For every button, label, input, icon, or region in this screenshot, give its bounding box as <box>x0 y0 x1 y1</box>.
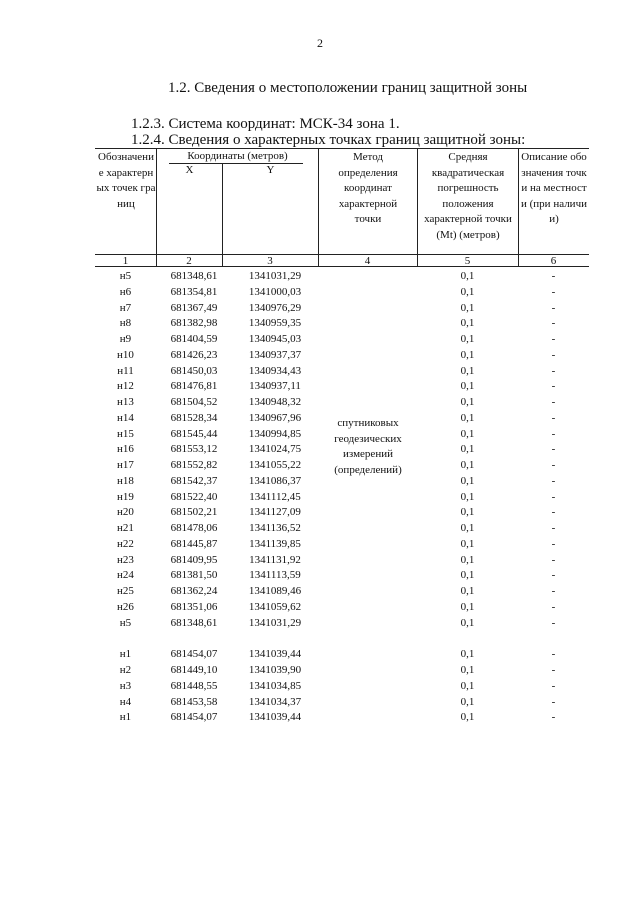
x-coordinate-cell: 681478,06 <box>170 522 218 534</box>
x-coordinate-cell: 681382,98 <box>170 317 218 330</box>
page-number: 2 <box>317 36 323 50</box>
table-row <box>95 695 589 711</box>
table-row <box>95 285 589 301</box>
group-spacer <box>95 631 589 647</box>
y-coordinate-cell: 1340994,85 <box>248 427 302 440</box>
point-id-cell: н10 <box>117 348 134 361</box>
table-row <box>95 584 589 600</box>
y-coordinate-cell: 1341039,90 <box>248 664 302 676</box>
description-cell: - <box>551 679 556 692</box>
accuracy-cell: 0,1 <box>460 711 475 724</box>
accuracy-cell: 0,1 <box>460 443 475 456</box>
x-coordinate-cell: 681542,37 <box>170 474 218 487</box>
x-coordinate-cell: 681522,40 <box>170 490 218 503</box>
table-row <box>95 553 589 569</box>
x-coordinate-cell: 681449,10 <box>170 664 218 676</box>
accuracy-cell: 0,1 <box>460 459 475 471</box>
table-row <box>95 568 589 584</box>
table-row <box>95 411 589 427</box>
table-row <box>95 490 589 506</box>
description-cell: - <box>551 616 556 629</box>
accuracy-cell: 0,1 <box>460 333 475 345</box>
description-cell: - <box>551 348 556 361</box>
table-row <box>95 395 589 411</box>
col-number-4: 4 <box>364 255 371 267</box>
y-coordinate-cell: 1340945,03 <box>248 333 302 345</box>
point-id-cell: н24 <box>117 569 134 582</box>
description-cell: - <box>551 317 556 330</box>
point-id-cell: н25 <box>117 585 134 597</box>
x-coordinate-cell: 681409,95 <box>170 553 218 566</box>
accuracy-cell: 0,1 <box>460 301 475 314</box>
x-coordinate-cell: 681504,52 <box>170 396 218 408</box>
x-coordinate-cell: 681528,34 <box>170 411 218 424</box>
y-coordinate-cell: 1340976,29 <box>248 301 302 314</box>
header-y: Y <box>266 164 275 176</box>
x-coordinate-cell: 681476,81 <box>170 380 218 393</box>
header-divider-4 <box>417 148 418 267</box>
table-row <box>95 647 589 663</box>
point-id-cell: н12 <box>117 380 134 393</box>
header-accuracy: Средняя квадратическая погрешность положения характерной точки (Mt) (метров) <box>424 151 512 241</box>
method-value: спутниковых геодезических измерений (определений) <box>334 417 402 476</box>
table-row <box>95 521 589 537</box>
point-id-cell: н26 <box>117 600 134 613</box>
x-coordinate-cell: 681448,55 <box>170 679 218 692</box>
table-row <box>95 458 589 474</box>
point-id-cell: н5 <box>119 616 132 629</box>
y-coordinate-cell: 1341127,09 <box>249 506 301 519</box>
header-method: Метод определения координат характерной точки <box>338 151 398 226</box>
description-cell: - <box>551 585 556 597</box>
point-id-cell: н11 <box>117 364 134 377</box>
x-coordinate-cell: 681381,50 <box>170 569 218 582</box>
header-description: Описание обозначения точки на местности (при наличии) <box>521 151 587 226</box>
y-coordinate-cell: 1340934,43 <box>248 364 302 377</box>
x-coordinate-cell: 681445,87 <box>170 537 218 550</box>
y-coordinate-cell: 1341034,37 <box>248 695 302 708</box>
description-cell: - <box>551 411 556 424</box>
table-row <box>95 379 589 395</box>
description-cell: - <box>551 270 556 282</box>
y-coordinate-cell: 1341112,45 <box>249 490 301 503</box>
y-coordinate-cell: 1340937,37 <box>248 348 302 361</box>
header-coordinates: Координаты (метров) <box>187 150 288 162</box>
y-coordinate-cell: 1341055,22 <box>248 459 302 471</box>
x-coordinate-cell: 681348,61 <box>170 270 218 282</box>
x-coordinate-cell: 681545,44 <box>170 427 218 440</box>
y-coordinate-cell: 1341000,03 <box>248 285 302 298</box>
x-coordinate-cell: 681351,06 <box>170 600 218 613</box>
description-cell: - <box>551 380 556 393</box>
points-title-line: 1.2.4. Сведения о характерных точках границ защитной зоны: <box>131 132 526 148</box>
point-id-cell: н3 <box>119 679 132 692</box>
accuracy-cell: 0,1 <box>460 396 475 408</box>
point-id-cell: н14 <box>117 411 134 424</box>
description-cell: - <box>551 569 556 582</box>
description-cell: - <box>551 522 556 534</box>
accuracy-cell: 0,1 <box>460 270 475 282</box>
point-id-cell: н22 <box>117 537 134 550</box>
accuracy-cell: 0,1 <box>460 648 475 661</box>
col-number-1: 1 <box>122 255 129 267</box>
description-cell: - <box>551 490 556 503</box>
description-cell: - <box>551 648 556 661</box>
x-coordinate-cell: 681502,21 <box>170 506 218 519</box>
description-cell: - <box>551 396 556 408</box>
point-id-cell: н2 <box>119 664 132 676</box>
accuracy-cell: 0,1 <box>460 317 475 330</box>
table-row <box>95 600 589 616</box>
point-id-cell: н4 <box>119 695 132 708</box>
y-coordinate-cell: 1341031,29 <box>248 616 302 629</box>
x-coordinate-cell: 681453,58 <box>170 695 218 708</box>
header-divider-2 <box>222 163 223 267</box>
accuracy-cell: 0,1 <box>460 522 475 534</box>
accuracy-cell: 0,1 <box>460 364 475 377</box>
description-cell: - <box>551 711 556 724</box>
y-coordinate-cell: 1340937,11 <box>249 380 301 393</box>
y-coordinate-cell: 1340967,96 <box>248 411 302 424</box>
y-coordinate-cell: 1341089,46 <box>248 585 302 597</box>
x-coordinate-cell: 681354,81 <box>170 285 218 298</box>
table-row <box>95 316 589 332</box>
table-body <box>95 269 589 726</box>
table-row <box>95 332 589 348</box>
point-id-cell: н6 <box>119 285 132 298</box>
accuracy-cell: 0,1 <box>460 679 475 692</box>
accuracy-cell: 0,1 <box>460 553 475 566</box>
header-point-id: Обозначение характерных точек границ <box>96 151 156 210</box>
table-row <box>95 663 589 679</box>
header-divider-5 <box>518 148 519 267</box>
x-coordinate-cell: 681367,49 <box>170 301 218 314</box>
point-id-cell: н20 <box>117 506 134 519</box>
point-id-cell: н9 <box>119 333 132 345</box>
y-coordinate-cell: 1341059,62 <box>248 600 302 613</box>
table-row <box>95 442 589 458</box>
y-coordinate-cell: 1341086,37 <box>248 474 302 487</box>
table-row <box>95 679 589 695</box>
description-cell: - <box>551 695 556 708</box>
point-id-cell: н17 <box>117 459 134 471</box>
description-cell: - <box>551 285 556 298</box>
x-coordinate-cell: 681450,03 <box>170 364 218 377</box>
table-row <box>95 269 589 285</box>
x-coordinate-cell: 681553,12 <box>170 443 218 456</box>
description-cell: - <box>551 474 556 487</box>
point-id-cell: н5 <box>119 270 132 282</box>
table-row <box>95 364 589 380</box>
table-row <box>95 348 589 364</box>
description-cell: - <box>551 600 556 613</box>
x-coordinate-cell: 681426,23 <box>170 348 218 361</box>
y-coordinate-cell: 1341024,75 <box>248 443 302 456</box>
accuracy-cell: 0,1 <box>460 506 475 519</box>
description-cell: - <box>551 664 556 676</box>
table-row <box>95 427 589 443</box>
header-x: X <box>185 164 194 176</box>
table-header <box>95 148 589 267</box>
point-id-cell: н7 <box>119 301 132 314</box>
y-coordinate-cell: 1341139,85 <box>249 537 301 550</box>
point-id-cell: н1 <box>119 648 132 661</box>
point-id-cell: н1 <box>119 711 132 724</box>
point-id-cell: н21 <box>117 522 134 534</box>
description-cell: - <box>551 506 556 519</box>
description-cell: - <box>551 301 556 314</box>
col-number-6: 6 <box>550 255 557 267</box>
point-id-cell: н15 <box>117 427 134 440</box>
description-cell: - <box>551 553 556 566</box>
accuracy-cell: 0,1 <box>460 600 475 613</box>
accuracy-cell: 0,1 <box>460 490 475 503</box>
description-cell: - <box>551 537 556 550</box>
y-coordinate-cell: 1341136,52 <box>249 522 301 534</box>
accuracy-cell: 0,1 <box>460 380 475 393</box>
x-coordinate-cell: 681348,61 <box>170 616 218 629</box>
y-coordinate-cell: 1340948,32 <box>248 396 302 408</box>
table-row <box>95 301 589 317</box>
table-row <box>95 474 589 490</box>
x-coordinate-cell: 681454,07 <box>170 648 218 661</box>
description-cell: - <box>551 443 556 456</box>
col-number-2: 2 <box>186 255 192 267</box>
y-coordinate-cell: 1341034,85 <box>248 679 302 692</box>
point-id-cell: н13 <box>117 396 134 408</box>
accuracy-cell: 0,1 <box>460 474 475 487</box>
table-row <box>95 537 589 553</box>
y-coordinate-cell: 1341031,29 <box>248 270 302 282</box>
y-coordinate-cell: 1340959,35 <box>248 317 302 330</box>
description-cell: - <box>551 364 556 377</box>
x-coordinate-cell: 681362,24 <box>170 585 218 597</box>
y-coordinate-cell: 1341131,92 <box>249 553 301 566</box>
point-id-cell: н16 <box>117 443 134 456</box>
point-id-cell: н23 <box>117 553 134 566</box>
point-id-cell: н8 <box>119 317 132 330</box>
accuracy-cell: 0,1 <box>460 664 475 676</box>
x-coordinate-cell: 681404,59 <box>170 333 218 345</box>
table-row <box>95 505 589 521</box>
y-coordinate-cell: 1341113,59 <box>249 569 301 582</box>
accuracy-cell: 0,1 <box>460 695 475 708</box>
col-number-5: 5 <box>464 255 471 267</box>
table-row <box>95 616 589 632</box>
accuracy-cell: 0,1 <box>460 411 475 424</box>
table-row <box>95 710 589 726</box>
col-number-3: 3 <box>267 255 273 267</box>
coordinate-system-line: 1.2.3. Система координат: МСК-34 зона 1. <box>131 116 400 132</box>
point-id-cell: н19 <box>117 490 134 503</box>
section-heading: 1.2. Сведения о местоположении границ защитной зоны <box>168 80 528 96</box>
y-coordinate-cell: 1341039,44 <box>248 648 302 661</box>
header-divider-3 <box>318 148 319 267</box>
accuracy-cell: 0,1 <box>460 427 475 440</box>
accuracy-cell: 0,1 <box>460 616 475 629</box>
accuracy-cell: 0,1 <box>460 537 475 550</box>
accuracy-cell: 0,1 <box>460 585 475 597</box>
accuracy-cell: 0,1 <box>460 569 475 582</box>
y-coordinate-cell: 1341039,44 <box>248 711 302 724</box>
accuracy-cell: 0,1 <box>460 348 475 361</box>
description-cell: - <box>551 333 556 345</box>
description-cell: - <box>551 427 556 440</box>
x-coordinate-cell: 681454,07 <box>170 711 218 724</box>
description-cell: - <box>551 459 556 471</box>
accuracy-cell: 0,1 <box>460 285 475 298</box>
point-id-cell: н18 <box>117 474 134 487</box>
x-coordinate-cell: 681552,82 <box>170 459 218 471</box>
